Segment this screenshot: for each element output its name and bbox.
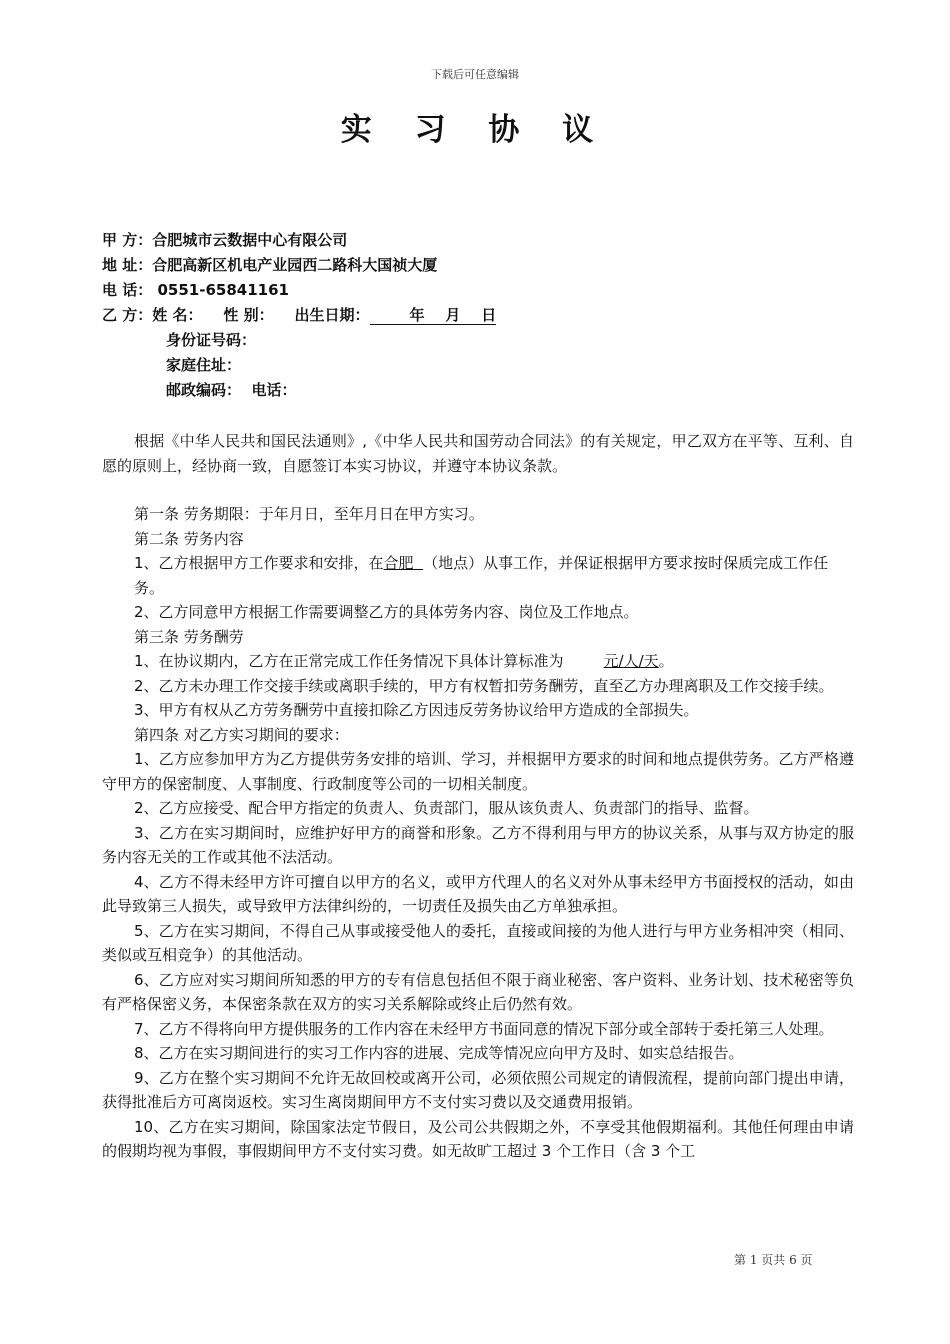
article-4-item-7: 7、乙方不得将向甲方提供服务的工作内容在未经甲方书面同意的情况下部分或全部转于委托第三人处理。 [134,1019,834,1038]
article-4-item-9: 9、乙方在整个实习期间不允许无故回校或离开公司，必须依照公司规定的请假流程，提前向部门提出申请，获得批准后方可离岗返校。实习生离岗期间甲方不支付实习费以及交通费用报销。 [102,1068,854,1111]
page-footer: 第 1 页共 6 页 [734,1253,813,1267]
article-3-item-1-post: 。 [658,652,674,670]
document-title: 实 习 协 议 [340,112,610,148]
party-a-address-line [102,253,862,278]
party-b-name-label: 姓 名： [152,306,203,324]
pay-rate-unit: 元/人/天 [603,652,659,670]
article-4-item-10: 10、乙方在实习期间，除国家法定节假日，及公司公共假期之外，不享受其他假期福利。其他任何理由申请的假期均视为事假，事假期间甲方不支付实习费。如无故旷工超过 3 个工作日（含 3 个工 [102,1117,854,1160]
article-3-item-2: 2、乙方未办理工作交接手续或离职手续的，甲方有权暂扣劳务酬劳，直至乙方办理离职及工作交接手续。 [134,676,834,695]
party-b-line [102,303,862,328]
party-b-id-line [102,328,862,353]
article-4-item-2: 2、乙方应接受、配合甲方指定的负责人、负责部门，服从该负责人、负责部门的指导、监督。 [134,799,759,817]
header-note: 下载后可任意编辑 [431,68,519,81]
party-b-birth-label: 出生日期： [294,306,370,324]
article-3-heading: 第三条 劳务酬劳 [134,627,244,646]
postal-code-label: 邮政编码： [166,381,242,399]
article-1: 第一条 劳务期限：于年月日，至年月日在甲方实习。 [134,505,484,523]
party-a-name-line [102,228,862,253]
article-4-item-4: 4、乙方不得未经甲方许可擅自以甲方的名义，或甲方代理人的名义对外从事未经甲方书面授权的活动，如由此导致第三人损失，或导致甲方法律纠纷的，一切责任及损失由乙方单独承担。 [102,872,854,915]
id-number-label: 身份证号码： [166,331,257,349]
intro-paragraph: 根据《中华人民共和国民法通则》,《中华人民共和国劳动合同法》的有关规定，甲乙双方在平等、互利、自愿的原则上，经协商一致，自愿签订本实习协议，并遵守本协议条款。 [102,432,854,475]
party-a-phone-line [102,278,862,303]
home-address-label: 家庭住址： [166,356,242,374]
article-3-item-3: 3、甲方有权从乙方劳务酬劳中直接扣除乙方因违反劳务协议给甲方造成的全部损失。 [134,701,699,719]
agreement-body [102,429,854,1164]
article-2-heading: 第二条 劳务内容 [134,529,244,548]
party-b-label: 乙 方： [102,306,153,324]
work-location: 合肥 [383,554,424,572]
address-label: 地 址： [102,256,153,274]
party-b-birth-value: 年 月 日 [409,306,497,324]
article-3-item-1 [102,649,854,674]
phone-label: 电 话： [102,281,153,299]
party-b-birth-field[interactable] [370,306,497,325]
party-b-home-line [102,353,862,378]
party-b-gender-label: 性 别： [223,306,274,324]
article-2-item-2: 2、乙方同意甲方根据工作需要调整乙方的具体劳务内容、岗位及工作地点。 [134,603,639,621]
article-4-item-6: 6、乙方应对实习期间所知悉的甲方的专有信息包括但不限于商业秘密、客户资料、业务计划、技术秘密等负有严格保密义务，本保密条款在双方的实习关系解除或终止后仍然有效。 [102,970,854,1013]
article-4-item-3: 3、乙方在实习期间时，应维护好甲方的商誉和形象。乙方不得利用与甲方的协议关系，从事与双方协定的服务内容无关的工作或其他不法活动。 [102,823,854,866]
article-2-item-1-pre: 1、乙方根据甲方工作要求和安排，在 [134,554,384,572]
article-4-heading: 第四条 对乙方实习期间的要求： [134,725,349,744]
article-2-item-1 [102,551,854,600]
pay-rate-field[interactable] [564,652,659,670]
article-2-item-1-post: （地点）从事工作，并保证根据甲方要求按时保质完成工作任务。 [134,554,829,597]
article-4-item-8: 8、乙方在实习期间进行的实习工作内容的进展、完成等情况应向甲方及时、如实总结报告。 [134,1044,744,1062]
article-4-item-1: 1、乙方应参加甲方为乙方提供劳务安排的培训、学习，并根据甲方要求的时间和地点提供劳务。乙方严格遵守甲方的保密制度、人事制度、行政制度等公司的一切相关制度。 [102,750,854,793]
party-a-phone: 0551-65841161 [157,281,289,299]
party-b-contact-line [102,378,862,403]
party-a-name: 合肥城市云数据中心有限公司 [152,231,348,249]
article-4-item-5: 5、乙方在实习期间，不得自己从事或接受他人的委托，直接或间接的为他人进行与甲方业务相冲突（相同、类似或互相竞争）的其他活动。 [102,921,854,964]
parties-section [102,228,862,403]
article-3-item-1-pre: 1、在协议期内，乙方在正常完成工作任务情况下具体计算标准为 [134,652,564,670]
party-a-address: 合肥高新区机电产业园西二路科大国祯大厦 [152,256,438,274]
party-a-label: 甲 方： [102,231,153,249]
telephone-label: 电话： [251,381,297,399]
